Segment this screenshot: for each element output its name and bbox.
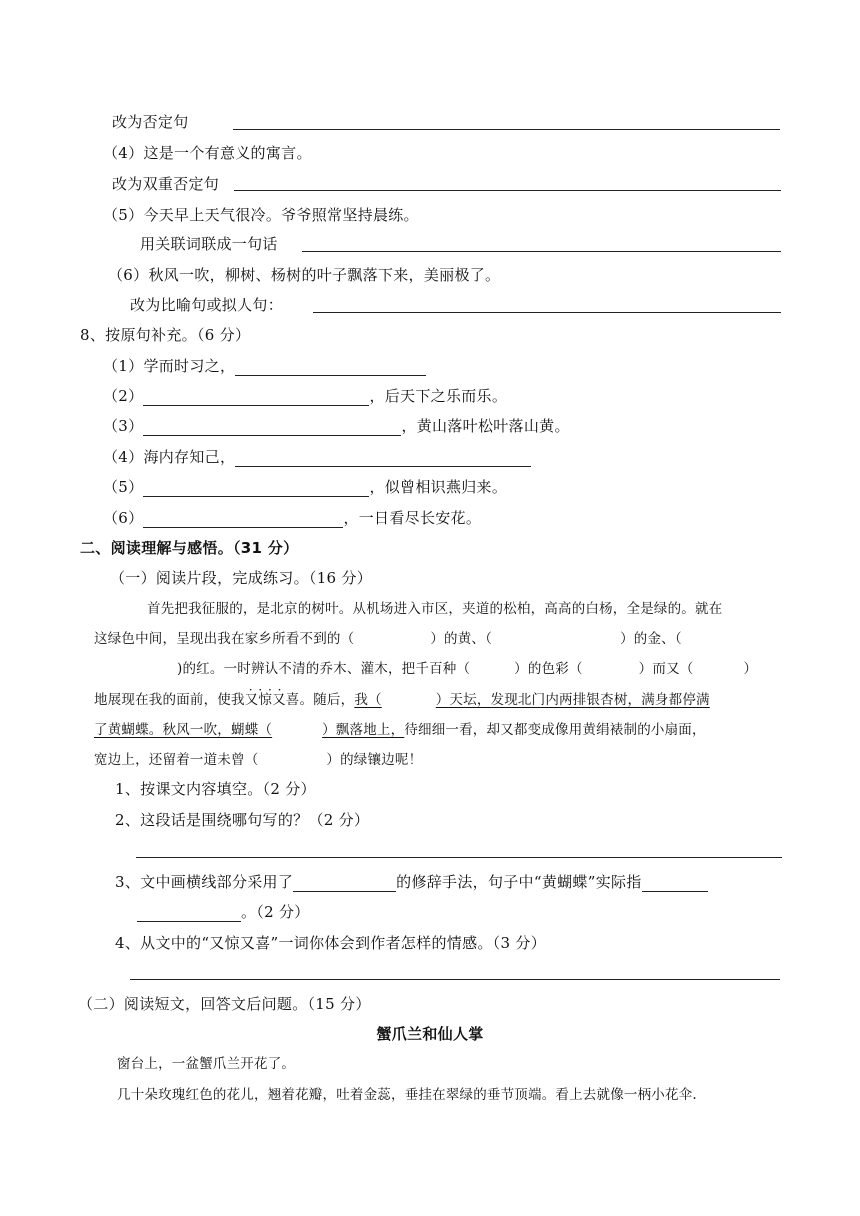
story-paragraph: 窗台上，一盆蟹爪兰开花了。 [117,1056,296,1072]
passage-text: ）而又（ [638,661,694,677]
q8-item [103,508,481,528]
reading-question-1: 1、按课文内容填空。（2 分） [115,780,316,798]
answer-line[interactable] [313,312,781,313]
passage-line [94,690,710,710]
fill-blank[interactable] [235,450,531,467]
passage-text: 了黄蝴蝶。秋风一吹，蝴蝶（ [94,722,273,738]
passage-text: 宽边上，还留着一道未曾（ [94,752,259,768]
answer-line[interactable] [136,857,782,858]
reading-question-3 [115,872,708,892]
passage-line: 首先把我征服的，是北京的树叶。从机场进入市区，夹道的松柏，高高的白杨，全是绿的。就在 [147,601,723,617]
fill-blank[interactable] [143,389,369,406]
q7-item6: （6）秋风一吹，柳树、杨树的叶子飘落下来，美丽极了。 [108,266,501,284]
passage-line [94,720,706,740]
passage-text: ）的绿镶边呢！ [326,752,423,768]
underlined-sentence [354,692,709,708]
reading-question-3-cont [137,902,310,922]
metaphor-label: 改为比喻句或拟人句： [130,296,284,314]
q8-item-prefix: （1）学而时习之， [103,357,236,375]
q8-heading: 8、按原句补充。（6 分） [80,326,251,344]
q8-item-prefix: （6） [103,509,144,527]
q7-item4: （4）这是一个有意义的寓言。 [103,144,312,162]
passage-text: 我（ [354,692,382,708]
negative-sentence-label: 改为否定句 [112,113,189,131]
passage-text: ）的黄、（ [430,631,493,647]
fill-blank[interactable] [642,875,708,892]
double-negative-label: 改为双重否定句 [112,175,220,193]
passage-text: ）天坛，发现北门内两排银杏树，满身都停满 [435,692,710,708]
story-paragraph: 几十朵玫瑰红色的花儿，翘着花瓣，吐着金蕊，垂挂在翠绿的垂节顶端。看上去就像一柄小花伞. [117,1087,697,1103]
fill-blank[interactable] [143,419,401,436]
question-text: 的修辞手法，句子中“黄蝴蝶”实际指 [396,873,642,891]
answer-line[interactable] [233,129,780,130]
q8-item-prefix: （4）海内存知己， [103,448,236,466]
q8-item [103,416,570,436]
passage-text: 地展现在我的面前，使我 [94,692,245,708]
story-title: 蟹爪兰和仙人掌 [376,1025,484,1043]
fill-blank[interactable] [293,875,396,892]
passage-text: )的红。一时辨认不清的乔木、灌木，把千百种（ [177,661,471,677]
fill-blank[interactable] [143,511,343,528]
q8-item [103,447,531,467]
q8-item-suffix: ，黄山落叶松叶落山黄。 [401,417,570,435]
section-heading: 二、阅读理解与感悟。（31 分） [80,539,299,557]
passage-text: ） [743,661,758,677]
conjunction-label: 用关联词联成一句话 [140,235,278,253]
part2-heading: （二）阅读短文，回答文后问题。（15 分） [78,995,371,1013]
q8-item [103,477,507,497]
q8-item [103,356,426,376]
passage-text: 待细细一看，却又都变成像用黄绢裱制的小扇面， [404,722,706,738]
passage-line [94,659,757,679]
passage-text: ）的色彩（ [514,661,583,677]
fill-blank[interactable] [143,480,369,497]
q8-item-prefix: （3） [103,417,144,435]
fill-blank[interactable] [235,359,426,376]
question-text: 3、文中画横线部分采用了 [115,873,294,891]
reading-question-4: 4、从文中的“又惊又喜”一词你体会到作者怎样的情感。（3 分） [115,934,546,952]
answer-line[interactable] [302,251,781,252]
passage-text: ）的金、（ [620,631,682,647]
q7-item5: （5）今天早上天气很冷。爷爷照常坚持晨练。 [103,206,419,224]
q8-item-suffix: ，一日看尽长安花。 [343,509,482,527]
reading-question-2: 2、这段话是围绕哪句写的？（2 分） [115,811,370,829]
passage-text: 这绿色中间，呈现出我在家乡所看不到的（ [94,631,355,647]
emphasis-dotted-text: 又惊又喜 · · · · [245,692,300,708]
part1-heading: （一）阅读片段，完成练习。（16 分） [110,569,373,587]
answer-line[interactable] [234,190,781,191]
q8-item-prefix: （5） [103,478,144,496]
underlined-sentence [94,722,404,738]
passage-text: ）飘落地上， [322,722,405,738]
q8-item [103,386,507,406]
answer-line[interactable] [130,979,780,980]
q8-item-suffix: ，后天下之乐而乐。 [369,387,508,405]
fill-blank[interactable] [137,905,241,922]
question-text: 。（2 分） [241,903,310,921]
passage-line [94,629,682,649]
q8-item-suffix: ，似曾相识燕归来。 [369,478,508,496]
q8-item-prefix: （2） [103,387,144,405]
passage-line [94,750,422,770]
passage-text: 。随后， [299,692,355,708]
